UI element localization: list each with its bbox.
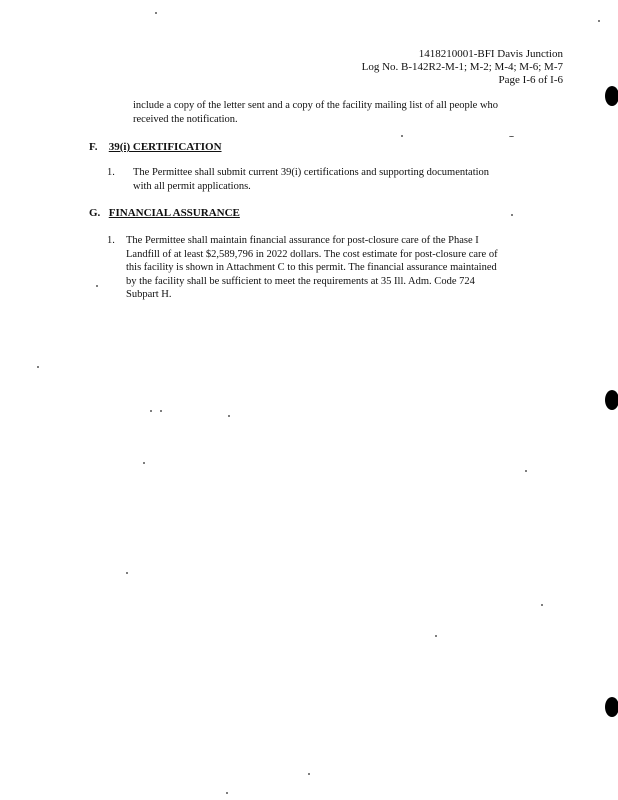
item-line: Landfill of at least $2,589,796 in 2022 dollars. The cost estimate for post-closure care of	[126, 248, 498, 260]
scan-speck	[126, 572, 128, 574]
page-header	[362, 48, 563, 87]
item-line: The Permittee shall submit current 39(i) certifications and supporting documentation	[133, 167, 490, 178]
scan-speck	[160, 410, 162, 412]
item-line: by the facility shall be sufficient to meet the requirements at 35 Ill. Adm. Code 724	[126, 275, 475, 287]
scan-speck	[96, 285, 98, 287]
item-number: 1.	[107, 235, 115, 246]
scan-speck	[435, 635, 437, 637]
header-page-number: Page I-6 of I-6	[498, 74, 563, 86]
scan-speck	[143, 462, 145, 464]
item-line: with all permit applications.	[133, 180, 251, 192]
scan-speck	[37, 366, 39, 368]
item-text	[126, 234, 566, 302]
section-f-letter: F.	[89, 141, 98, 153]
scan-speck	[226, 792, 228, 794]
section-g-letter: G.	[89, 207, 101, 219]
punch-hole-middle	[605, 390, 618, 410]
scan-speck	[511, 214, 513, 216]
punch-hole-bottom	[605, 697, 618, 717]
header-permit-line: 1418210001-BFI Davis Junction	[418, 48, 563, 60]
section-g-title: FINANCIAL ASSURANCE	[108, 207, 240, 219]
scan-speck	[525, 470, 527, 472]
item-number: 1.	[107, 167, 115, 178]
item-line: Subpart H.	[126, 289, 172, 300]
continued-paragraph	[133, 99, 563, 126]
scan-speck	[401, 135, 403, 137]
item-line: this facility is shown in Attachment C to this permit. The financial assurance maintained	[126, 262, 497, 273]
scan-speck	[598, 20, 600, 22]
item-line: The Permittee shall maintain financial assurance for post-closure care of the Phase I	[126, 235, 479, 246]
header-log-line: Log No. B-142R2-M-1; M-2; M-4; M-6; M-7	[361, 61, 563, 73]
section-f-heading	[89, 141, 222, 154]
section-f-title: 39(i) CERTIFICATION	[108, 141, 222, 153]
scan-speck	[150, 410, 152, 412]
scan-speck	[155, 12, 157, 14]
continued-line-2: received the notification.	[133, 113, 238, 125]
continued-line-1: include a copy of the letter sent and a copy of the facility mailing list of all people who	[133, 100, 499, 111]
item-text	[133, 166, 563, 193]
scan-speck	[541, 604, 543, 606]
scan-speck	[228, 415, 230, 417]
scan-speck	[308, 773, 310, 775]
scan-speck	[509, 136, 514, 137]
punch-hole-top	[605, 86, 618, 106]
section-g-heading	[89, 207, 240, 220]
